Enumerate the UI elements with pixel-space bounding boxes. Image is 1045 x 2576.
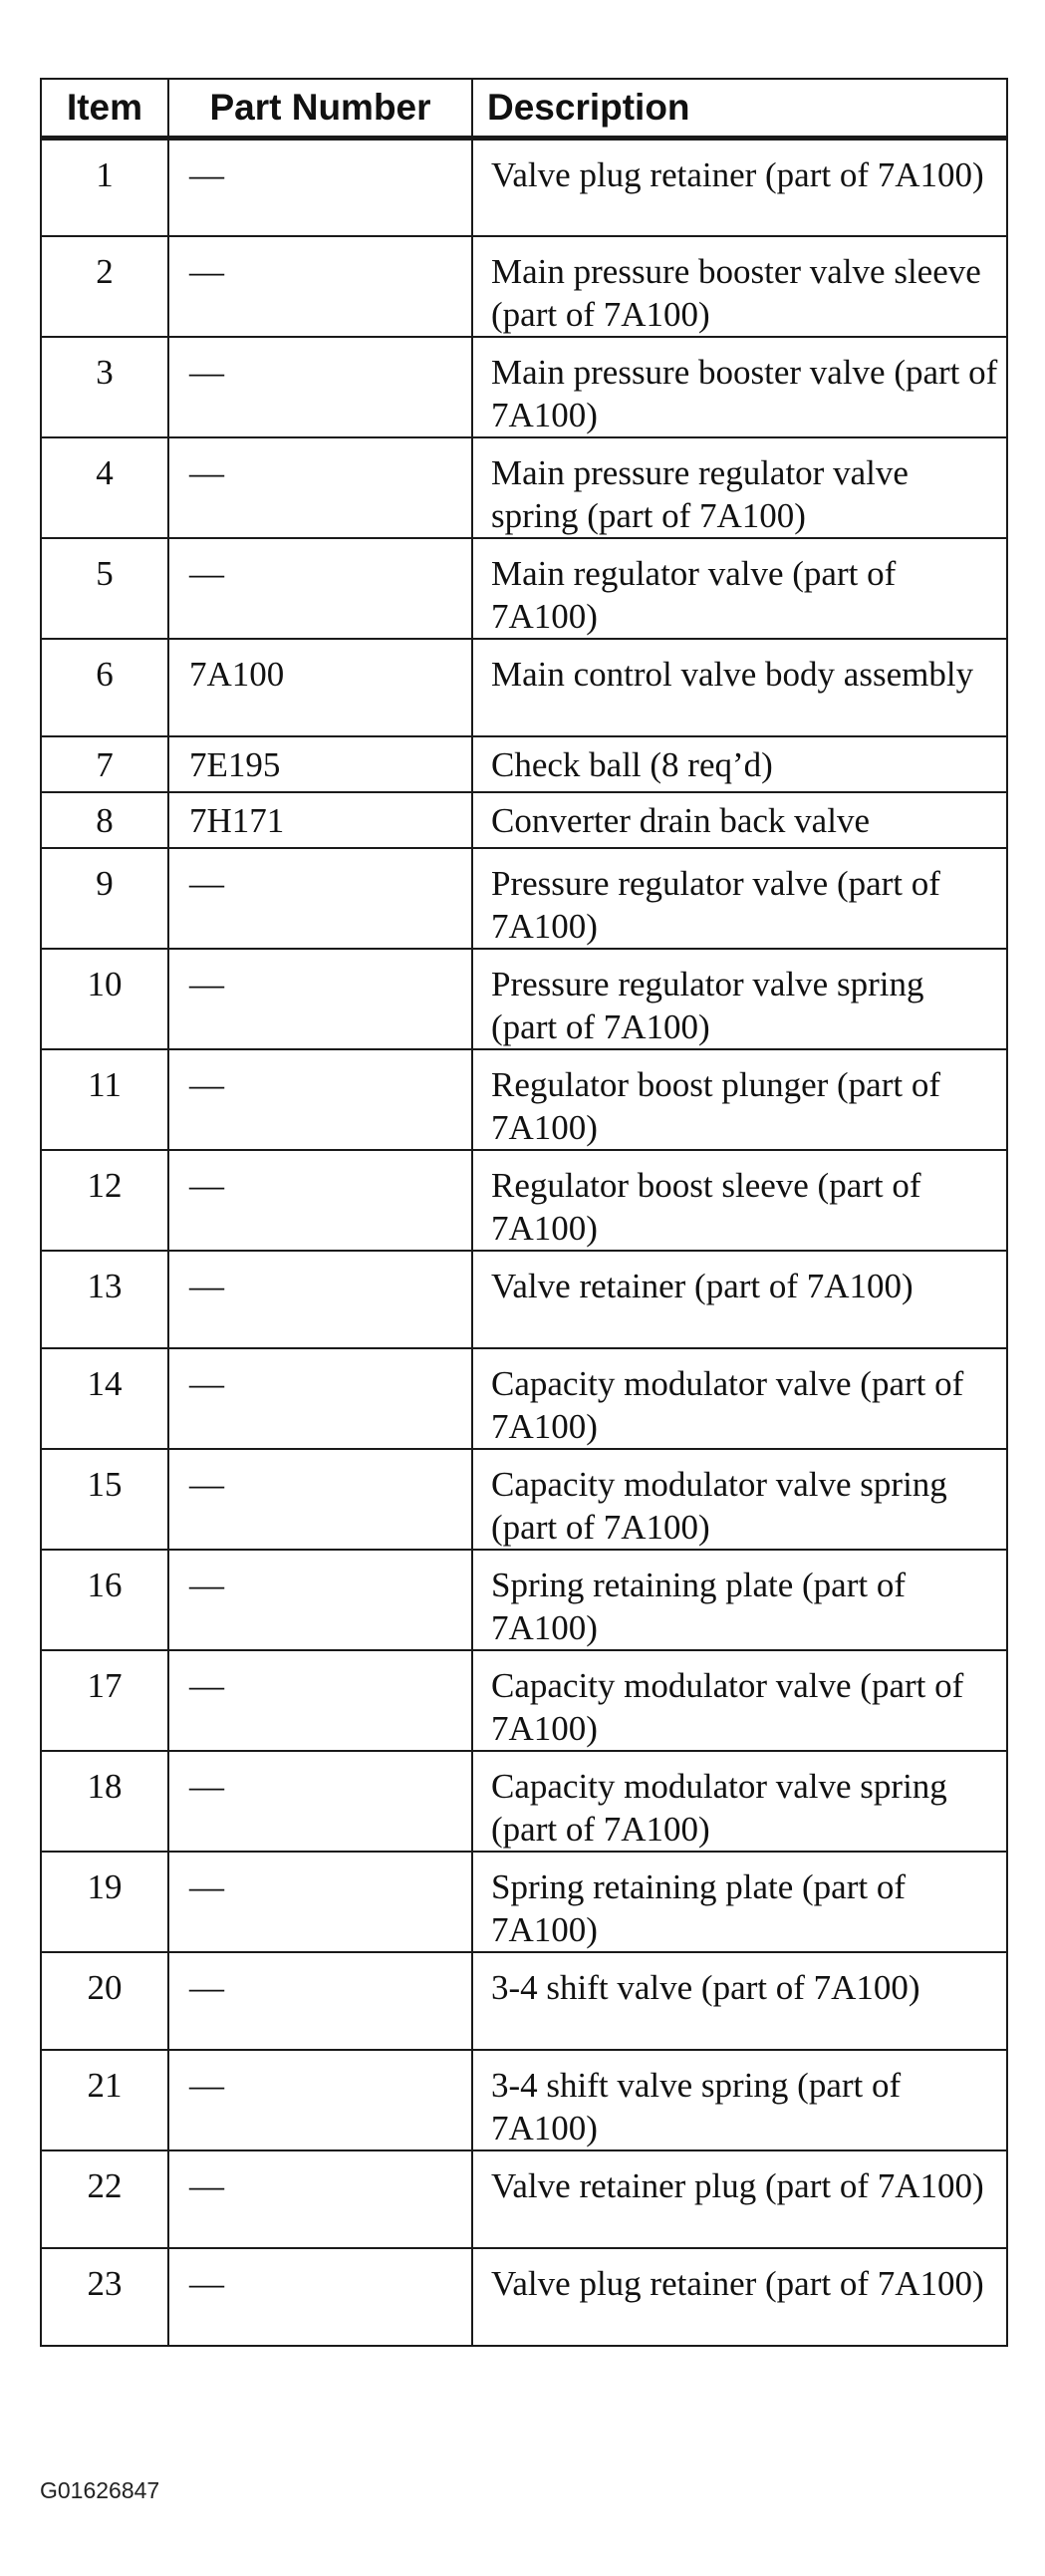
table-row: [41, 949, 1007, 1049]
table-row: [41, 792, 1007, 848]
item-number-cell: 13: [41, 1251, 168, 1348]
description-cell: 3-4 shift valve spring (part of 7A100): [472, 2050, 1007, 2150]
table-row: [41, 538, 1007, 639]
item-number-cell: 6: [41, 639, 168, 736]
item-number-cell: 17: [41, 1650, 168, 1751]
item-number-cell: 18: [41, 1751, 168, 1852]
table-row: [41, 1650, 1007, 1751]
table-row: [41, 2050, 1007, 2150]
description-cell: Capacity modulator valve spring (part of 7A100): [472, 1751, 1007, 1852]
part-number-cell: 7H171: [168, 792, 472, 848]
table-row: [41, 736, 1007, 792]
part-number-cell: —: [168, 949, 472, 1049]
table-body: [41, 139, 1007, 2346]
part-number-cell: —: [168, 236, 472, 337]
description-cell: Capacity modulator valve (part of 7A100): [472, 1348, 1007, 1449]
description-cell: 3-4 shift valve (part of 7A100): [472, 1952, 1007, 2050]
description-cell: Valve retainer plug (part of 7A100): [472, 2150, 1007, 2248]
part-number-column-header: Part Number: [168, 79, 472, 139]
part-number-cell: —: [168, 1852, 472, 1952]
part-number-cell: —: [168, 1650, 472, 1751]
description-cell: Valve retainer (part of 7A100): [472, 1251, 1007, 1348]
part-number-cell: —: [168, 538, 472, 639]
description-cell: Main pressure regulator valve spring (part of 7A100): [472, 437, 1007, 538]
table-header-row: [41, 79, 1007, 139]
part-number-cell: —: [168, 2248, 472, 2346]
part-number-cell: —: [168, 437, 472, 538]
item-column-header: Item: [41, 79, 168, 139]
description-cell: Valve plug retainer (part of 7A100): [472, 139, 1007, 236]
table-row: [41, 139, 1007, 236]
item-number-cell: 3: [41, 337, 168, 437]
table-row: [41, 437, 1007, 538]
part-number-cell: —: [168, 139, 472, 236]
item-number-cell: 1: [41, 139, 168, 236]
description-cell: Main pressure booster valve sleeve (part of 7A100): [472, 236, 1007, 337]
part-number-cell: 7E195: [168, 736, 472, 792]
table-row: [41, 1348, 1007, 1449]
table-row: [41, 1251, 1007, 1348]
part-number-cell: —: [168, 848, 472, 949]
table-row: [41, 236, 1007, 337]
part-number-cell: 7A100: [168, 639, 472, 736]
item-number-cell: 14: [41, 1348, 168, 1449]
part-number-cell: —: [168, 1550, 472, 1650]
item-number-cell: 7: [41, 736, 168, 792]
item-number-cell: 10: [41, 949, 168, 1049]
item-number-cell: 9: [41, 848, 168, 949]
part-number-cell: —: [168, 1751, 472, 1852]
description-cell: Capacity modulator valve spring (part of 7A100): [472, 1449, 1007, 1550]
table-row: [41, 1550, 1007, 1650]
description-cell: Valve plug retainer (part of 7A100): [472, 2248, 1007, 2346]
description-column-header: Description: [472, 79, 1007, 139]
item-number-cell: 20: [41, 1952, 168, 2050]
description-cell: Capacity modulator valve (part of 7A100): [472, 1650, 1007, 1751]
item-number-cell: 22: [41, 2150, 168, 2248]
part-number-cell: —: [168, 1449, 472, 1550]
part-number-cell: —: [168, 1049, 472, 1150]
description-cell: Main control valve body assembly: [472, 639, 1007, 736]
description-cell: Pressure regulator valve spring (part of 7A100): [472, 949, 1007, 1049]
description-cell: Converter drain back valve: [472, 792, 1007, 848]
table-row: [41, 1751, 1007, 1852]
item-number-cell: 15: [41, 1449, 168, 1550]
item-number-cell: 8: [41, 792, 168, 848]
part-number-cell: —: [168, 1952, 472, 2050]
item-number-cell: 16: [41, 1550, 168, 1650]
table-row: [41, 1952, 1007, 2050]
part-number-cell: —: [168, 337, 472, 437]
part-number-cell: —: [168, 1251, 472, 1348]
parts-table: [40, 78, 1008, 2347]
item-number-cell: 21: [41, 2050, 168, 2150]
table-row: [41, 1150, 1007, 1251]
description-cell: Spring retaining plate (part of 7A100): [472, 1852, 1007, 1952]
description-cell: Check ball (8 req’d): [472, 736, 1007, 792]
table-row: [41, 1049, 1007, 1150]
description-cell: Main pressure booster valve (part of 7A100): [472, 337, 1007, 437]
item-number-cell: 5: [41, 538, 168, 639]
item-number-cell: 19: [41, 1852, 168, 1952]
description-cell: Pressure regulator valve (part of 7A100): [472, 848, 1007, 949]
description-cell: Regulator boost sleeve (part of 7A100): [472, 1150, 1007, 1251]
part-number-cell: —: [168, 2050, 472, 2150]
item-number-cell: 4: [41, 437, 168, 538]
description-cell: Spring retaining plate (part of 7A100): [472, 1550, 1007, 1650]
description-cell: Main regulator valve (part of 7A100): [472, 538, 1007, 639]
table-row: [41, 848, 1007, 949]
table-row: [41, 2248, 1007, 2346]
table-row: [41, 2150, 1007, 2248]
part-number-cell: —: [168, 2150, 472, 2248]
item-number-cell: 11: [41, 1049, 168, 1150]
table-row: [41, 337, 1007, 437]
item-number-cell: 12: [41, 1150, 168, 1251]
description-cell: Regulator boost plunger (part of 7A100): [472, 1049, 1007, 1150]
item-number-cell: 2: [41, 236, 168, 337]
table-row: [41, 1852, 1007, 1952]
item-number-cell: 23: [41, 2248, 168, 2346]
table-row: [41, 639, 1007, 736]
part-number-cell: —: [168, 1348, 472, 1449]
part-number-cell: —: [168, 1150, 472, 1251]
table-row: [41, 1449, 1007, 1550]
figure-reference-id: G01626847: [40, 2477, 160, 2503]
